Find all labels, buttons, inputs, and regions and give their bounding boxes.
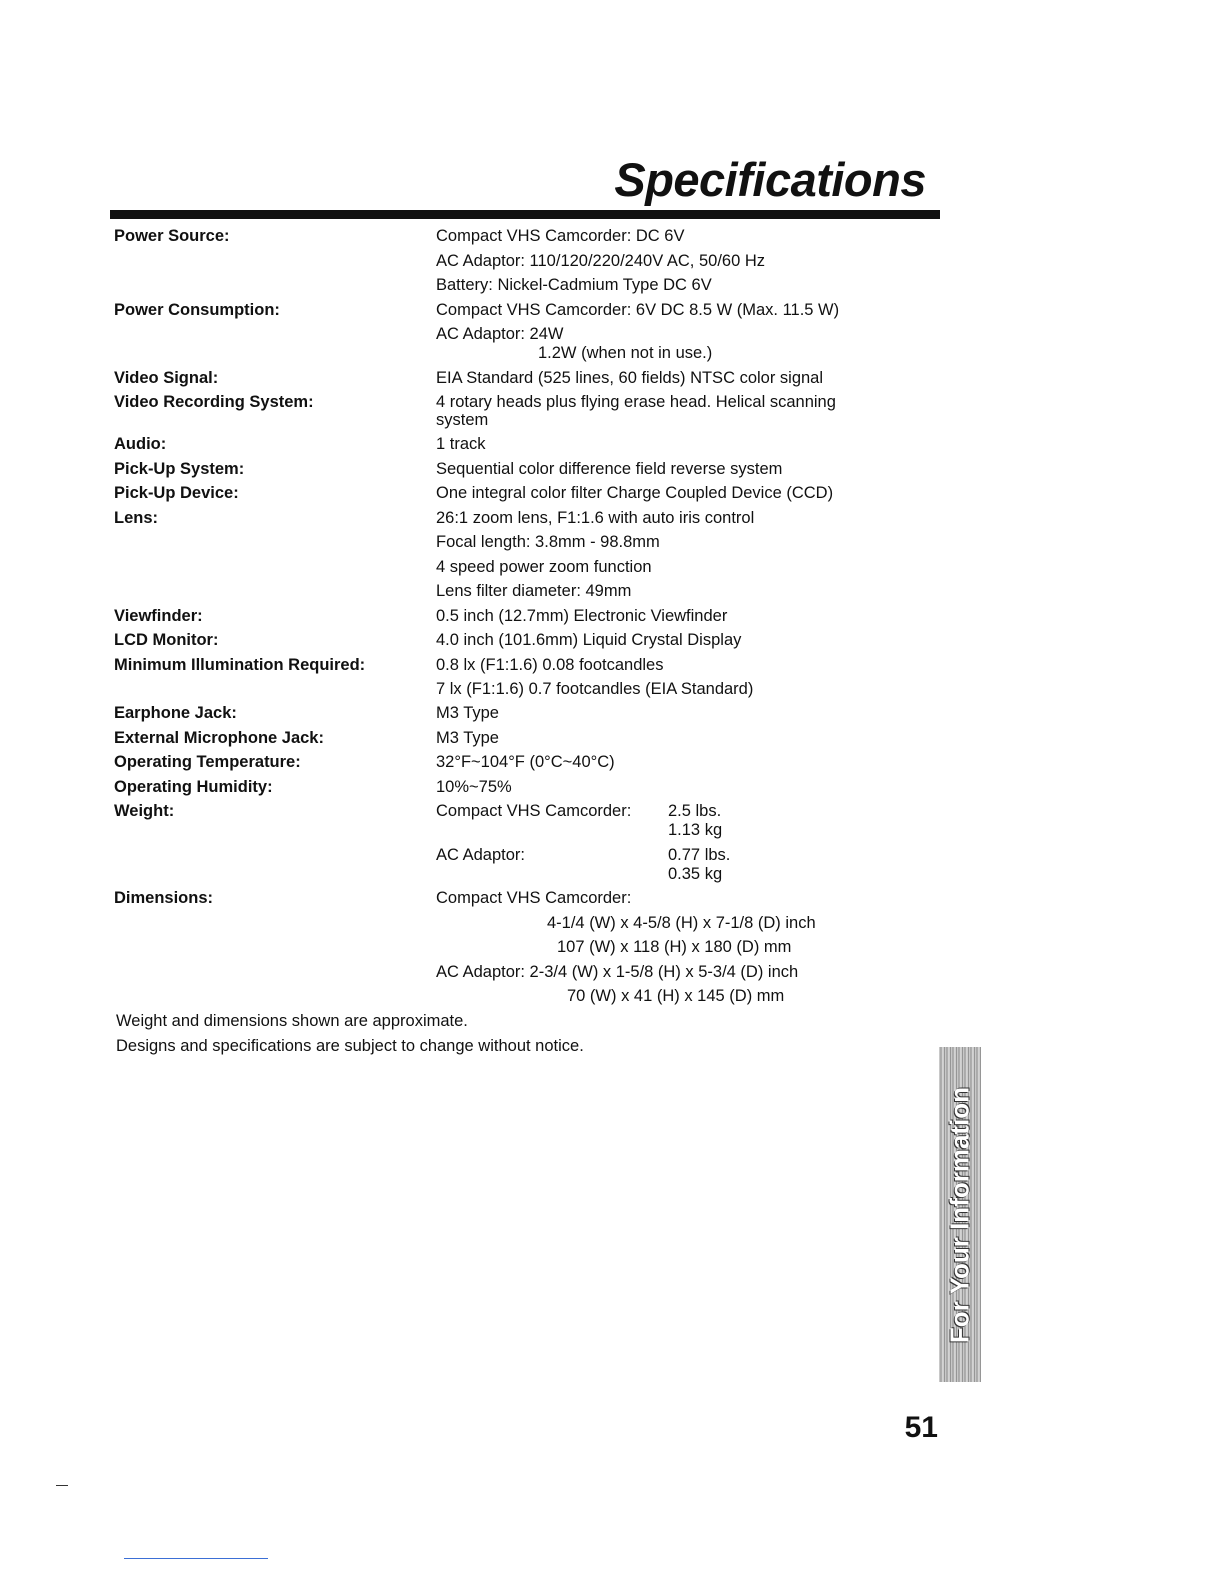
spec-label: Power Consumption: [114,301,280,319]
spec-value: AC Adaptor: 110/120/220/240V AC, 50/60 Hz [436,252,766,270]
margin-line [124,1558,268,1559]
spec-label: Operating Humidity: [114,778,273,796]
spec-value: 32°F~104°F (0°C~40°C) [436,753,615,771]
spec-value: 70 (W) x 41 (H) x 145 (D) mm [567,987,785,1005]
spec-value: Focal length: 3.8mm - 98.8mm [436,533,660,551]
spec-value: AC Adaptor: [436,846,525,864]
spec-value: M3 Type [436,704,499,722]
spec-label: Power Source: [114,227,230,245]
spec-label: LCD Monitor: [114,631,219,649]
spec-row [0,679,1224,699]
margin-mark [56,1485,68,1486]
spec-value: Battery: Nickel-Cadmium Type DC 6V [436,276,712,294]
weight-value: 1.13 kg [668,821,723,839]
weight-value: 2.5 lbs. [668,802,722,820]
spec-value: M3 Type [436,729,499,747]
spec-value: AC Adaptor: 2-3/4 (W) x 1-5/8 (H) x 5-3/4 (D) inch [436,963,799,981]
spec-row [0,343,1224,363]
spec-row [0,557,1224,577]
title-rule [110,210,940,219]
spec-value: AC Adaptor: 24W [436,325,564,343]
spec-row [0,888,1224,908]
spec-label: Video Signal: [114,369,219,387]
spec-row [0,392,1224,412]
spec-row [0,226,1224,246]
spec-row [0,703,1224,723]
weight-value: 0.77 lbs. [668,846,731,864]
spec-label: Weight: [114,802,175,820]
spec-row [0,801,1224,821]
spec-row [0,820,1224,840]
spec-value: Compact VHS Camcorder: 6V DC 8.5 W (Max. 11.5 W) [436,301,840,319]
section-tab-label: For Your Information [944,1086,975,1343]
spec-value: Compact VHS Camcorder: [436,889,632,907]
spec-value: EIA Standard (525 lines, 60 fields) NTSC color signal [436,369,824,387]
spec-row [0,962,1224,982]
spec-label: Dimensions: [114,889,214,907]
spec-label: Video Recording System: [114,393,314,411]
spec-row [0,300,1224,320]
spec-label: Minimum Illumination Required: [114,656,366,674]
page-number: 51 [904,1411,938,1444]
spec-row [0,655,1224,675]
spec-row [0,581,1224,601]
spec-value: Sequential color difference field reverse system [436,460,783,478]
spec-row [0,913,1224,933]
spec-row [0,777,1224,797]
spec-value: 7 lx (F1:1.6) 0.7 footcandles (EIA Standard) [436,680,754,698]
footnote: Weight and dimensions shown are approximate. [116,1012,468,1030]
spec-row [0,864,1224,884]
spec-row [0,845,1224,865]
spec-label: Earphone Jack: [114,704,237,722]
spec-value: One integral color filter Charge Coupled Device (CCD) [436,484,834,502]
weight-value: 0.35 kg [668,865,723,883]
spec-row [0,508,1224,528]
spec-value: 26:1 zoom lens, F1:1.6 with auto iris control [436,509,755,527]
spec-value: Compact VHS Camcorder: DC 6V [436,227,685,245]
spec-row [0,410,1224,430]
spec-value: 0.8 lx (F1:1.6) 0.08 footcandles [436,656,664,674]
spec-row [0,532,1224,552]
spec-value: 1.2W (when not in use.) [538,344,713,362]
spec-label: External Microphone Jack: [114,729,324,747]
spec-value: system [436,411,489,429]
spec-value: 1 track [436,435,486,453]
page-title: Specifications [614,153,926,206]
spec-value: Lens filter diameter: 49mm [436,582,632,600]
spec-label: Pick-Up Device: [114,484,239,502]
footnote: Designs and specifications are subject to change without notice. [116,1037,584,1055]
spec-row [0,275,1224,295]
spec-row [0,728,1224,748]
spec-label: Viewfinder: [114,607,203,625]
spec-row [0,434,1224,454]
spec-row [0,251,1224,271]
spec-row [0,368,1224,388]
spec-row [0,459,1224,479]
spec-row [0,752,1224,772]
spec-value: 10%~75% [436,778,512,796]
spec-value: Compact VHS Camcorder: [436,802,632,820]
spec-label: Lens: [114,509,159,527]
section-tab [939,1047,981,1382]
spec-row [0,630,1224,650]
spec-row [0,937,1224,957]
spec-label: Pick-Up System: [114,460,245,478]
spec-value: 4-1/4 (W) x 4-5/8 (H) x 7-1/8 (D) inch [547,914,816,932]
spec-value: 4 speed power zoom function [436,558,652,576]
spec-row [0,483,1224,503]
spec-row [0,324,1224,344]
spec-value: 4.0 inch (101.6mm) Liquid Crystal Display [436,631,742,649]
spec-value: 0.5 inch (12.7mm) Electronic Viewfinder [436,607,728,625]
spec-row [0,606,1224,626]
spec-label: Audio: [114,435,167,453]
spec-row [0,986,1224,1006]
spec-label: Operating Temperature: [114,753,301,771]
spec-value: 4 rotary heads plus flying erase head. Helical scanning [436,393,836,411]
spec-value: 107 (W) x 118 (H) x 180 (D) mm [557,938,792,956]
